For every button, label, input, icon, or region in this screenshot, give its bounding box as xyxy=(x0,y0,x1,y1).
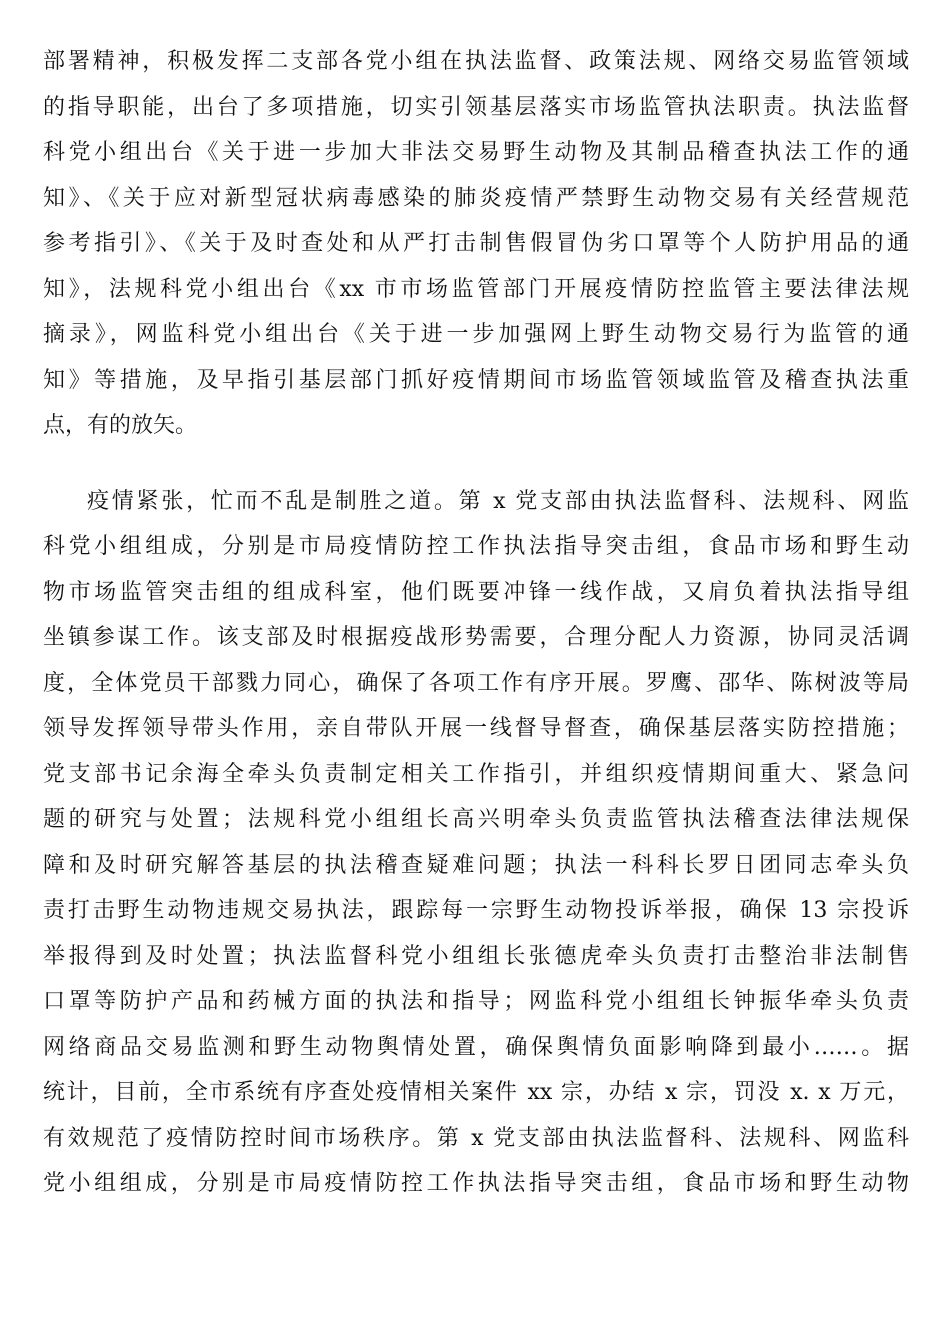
paragraph-line: 口罩等防护产品和药械方面的执法和指导；网监科党小组组长钟振华牵头负责 xyxy=(43,989,909,1014)
paragraph-line: 科党小组组成，分别是市局疫情防控工作执法指导突击组，食品市场和野生动 xyxy=(43,534,909,559)
paragraph-line: 统计，目前，全市系统有序查处疫情相关案件 xx 宗，办结 x 宗，罚没 x. x 万元， xyxy=(43,1080,909,1105)
paragraph-line: 部署精神，积极发挥二支部各党小组在执法监督、政策法规、网络交易监管领域 xyxy=(43,49,909,74)
paragraph-line: 的指导职能，出台了多项措施，切实引领基层落实市场监管执法职责。执法监督 xyxy=(43,94,909,120)
paragraph-line: 科党小组出台《关于进一步加大非法交易野生动物及其制品稽查执法工作的通 xyxy=(43,140,909,165)
paragraph-line: 题的研究与处置；法规科党小组组长高兴明牵头负责监管执法稽查法律法规保 xyxy=(43,807,909,832)
paragraph-line: 领导发挥领导带头作用，亲自带队开展一线督导督查，确保基层落实防控措施； xyxy=(43,716,909,741)
paragraph-line: 党支部书记余海全牵头负责制定相关工作指引，并组织疫情期间重大、紧急问 xyxy=(43,761,909,787)
paragraph-line: 知》，法规科党小组出台《xx 市市场监管部门开展疫情防控监管主要法律法规 xyxy=(43,276,909,302)
paragraph-line: 点，有的放矢。 xyxy=(43,413,198,438)
paragraph-line: 举报得到及时处置；执法监督科党小组组长张德虎牵头负责打击整治非法制售 xyxy=(43,943,909,969)
paragraph-line-indented: 疫情紧张，忙而不乱是制胜之道。第 x 党支部由执法监督科、法规科、网监 xyxy=(87,488,909,514)
paragraph-spacer xyxy=(43,454,909,484)
paragraph-line: 障和及时研究解答基层的执法稽查疑难问题；执法一科科长罗日团同志牵头负 xyxy=(43,852,909,878)
paragraph-line: 度，全体党员干部戮力同心，确保了各项工作有序开展。罗鹰、邵华、陈树波等局 xyxy=(43,670,909,696)
paragraph-1 xyxy=(43,44,909,454)
paragraph-line: 有效规范了疫情防控时间市场秩序。第 x 党支部由执法监督科、法规科、网监科 xyxy=(43,1125,909,1151)
paragraph-line: 知》、《关于应对新型冠状病毒感染的肺炎疫情严禁野生动物交易有关经营规范 xyxy=(43,185,909,211)
paragraph-line: 摘录》，网监科党小组出台《关于进一步加强网上野生动物交易行为监管的通 xyxy=(43,322,909,347)
paragraph-line: 坐镇参谋工作。该支部及时根据疫战形势需要，合理分配人力资源，协同灵活调 xyxy=(43,625,909,650)
paragraph-2 xyxy=(43,484,909,1212)
paragraph-line: 党小组组成，分别是市局疫情防控工作执法指导突击组，食品市场和野生动物 xyxy=(43,1171,909,1196)
paragraph-line: 知》等措施，及早指引基层部门抓好疫情期间市场监管领域监管及稽查执法重 xyxy=(43,367,909,393)
document-page xyxy=(43,44,909,1212)
paragraph-line: 网络商品交易监测和野生动物舆情处置，确保舆情负面影响降到最小……。据 xyxy=(43,1034,909,1060)
paragraph-line: 物市场监管突击组的组成科室，他们既要冲锋一线作战，又肩负着执法指导组 xyxy=(43,579,909,605)
paragraph-line: 参考指引》、《关于及时查处和从严打击制售假冒伪劣口罩等个人防护用品的通 xyxy=(43,231,909,256)
paragraph-line: 责打击野生动物违规交易执法，跟踪每一宗野生动物投诉举报，确保 13 宗投诉 xyxy=(43,898,909,923)
